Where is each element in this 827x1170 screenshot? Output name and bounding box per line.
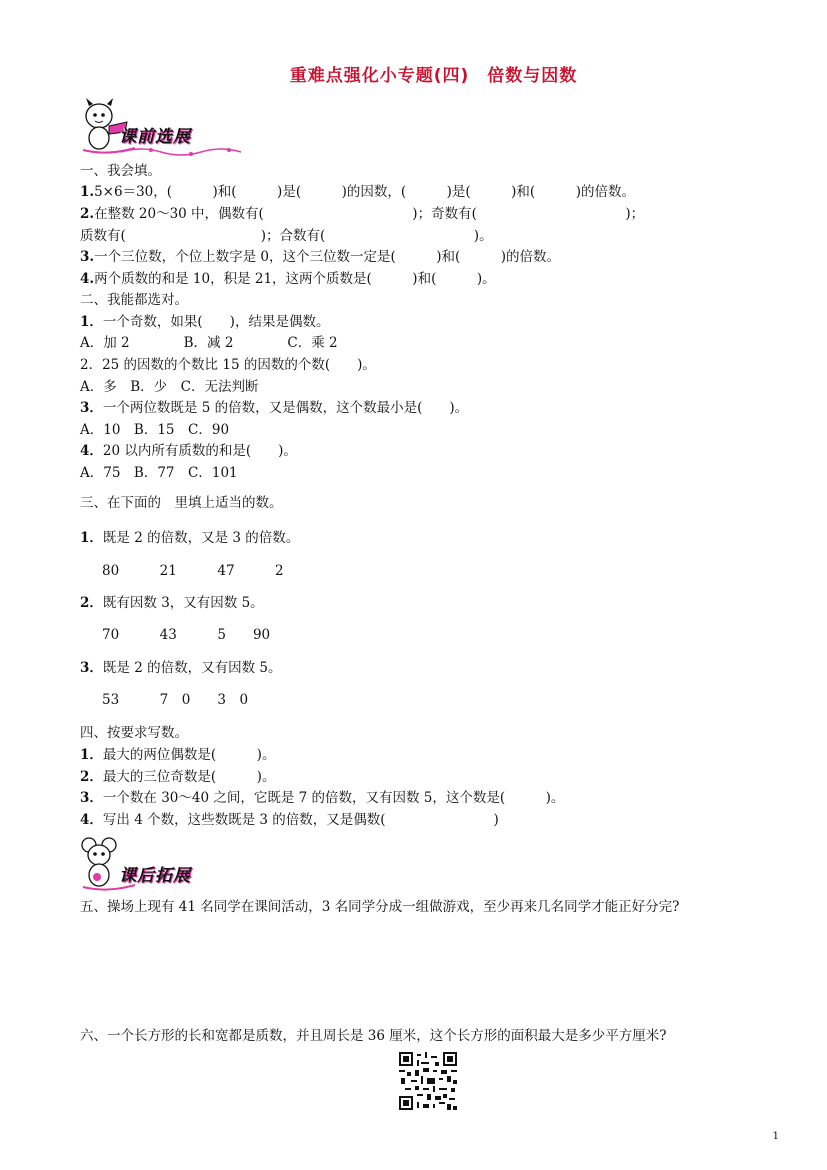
question-4-1: 1．最大的两位偶数是( )。 [80,747,276,763]
question-2-2-options: A．多 B．少 C．无法判断 [80,379,259,395]
question-2-2: 2．25 的因数的个数比 15 的因数的个数( )。 [80,357,376,373]
page-title: 重难点强化小专题(四) 倍数与因数 [289,66,578,86]
section-2-heading: 二、我能都选对。 [80,292,188,308]
section-5-problem: 五、操场上现有 41 名同学在课间活动，3 名同学分成一组做游戏，至少再来几名同学才能正好分完? [80,899,680,915]
question-2-1: 1．一个奇数，如果( )，结果是偶数。 [80,314,330,330]
question-2-4-options: A．75 B．77 C．101 [80,465,238,481]
question-3-1-numbers: 80 21 47 2 [102,563,284,579]
question-4-3: 3．一个数在 30～40 之间，它既是 7 的倍数，又有因数 5，这个数是( )。 [80,790,565,806]
banner-after-class [77,833,247,895]
question-2-1-options: A．加 2 B．减 2 C．乘 2 [80,335,338,351]
question-4-2: 2．最大的三位奇数是( )。 [80,769,276,785]
section-4-heading: 四、按要求写数。 [80,725,188,741]
qr-code-icon [399,1052,457,1110]
question-2-4: 4．20 以内所有质数的和是( )。 [80,443,297,459]
section-3-heading: 三、在下面的 里填上适当的数。 [80,495,283,511]
question-1-1: 1.5×6＝30，( )和( )是( )的因数，( )是( )和( )的倍数。 [80,184,635,200]
question-3-2: 2．既有因数 3，又有因数 5。 [80,595,264,611]
question-3-2-numbers: 70 43 5 90 [102,627,271,643]
question-1-3: 3.一个三位数，个位上数字是 0，这个三位数一定是( )和( )的倍数。 [80,249,561,265]
question-2-3: 3．一个两位数既是 5 的倍数，又是偶数，这个数最小是( )。 [80,400,469,416]
banner-pre-class [77,96,247,158]
banner-label: 课后拓展 [119,866,191,886]
question-1-2: 2.在整数 20～30 中，偶数有( )；奇数有( )； [80,206,645,222]
section-6-problem: 六、一个长方形的长和宽都是质数，并且周长是 36 厘米，这个长方形的面积最大是多少平方厘米? [80,1028,667,1044]
banner-label: 课前选展 [119,127,191,147]
question-3-3-numbers: 53 7 0 3 0 [102,692,249,708]
vine-decoration-icon [121,146,241,158]
question-3-3: 3．既是 2 的倍数，又有因数 5。 [80,660,282,676]
question-4-4: 4．写出 4 个数，这些数既是 3 的倍数，又是偶数( ) [80,812,499,828]
question-2-3-options: A．10 B．15 C．90 [80,422,230,438]
question-1-2-cont: 质数有( )；合数有( )。 [80,228,493,244]
section-1-heading: 一、我会填。 [80,163,161,179]
question-3-1: 1．既是 2 的倍数，又是 3 的倍数。 [80,530,300,546]
question-1-4: 4.两个质数的和是 10，积是 21，这两个质数是( )和( )。 [80,271,496,287]
page-number: 1 [772,1131,779,1142]
